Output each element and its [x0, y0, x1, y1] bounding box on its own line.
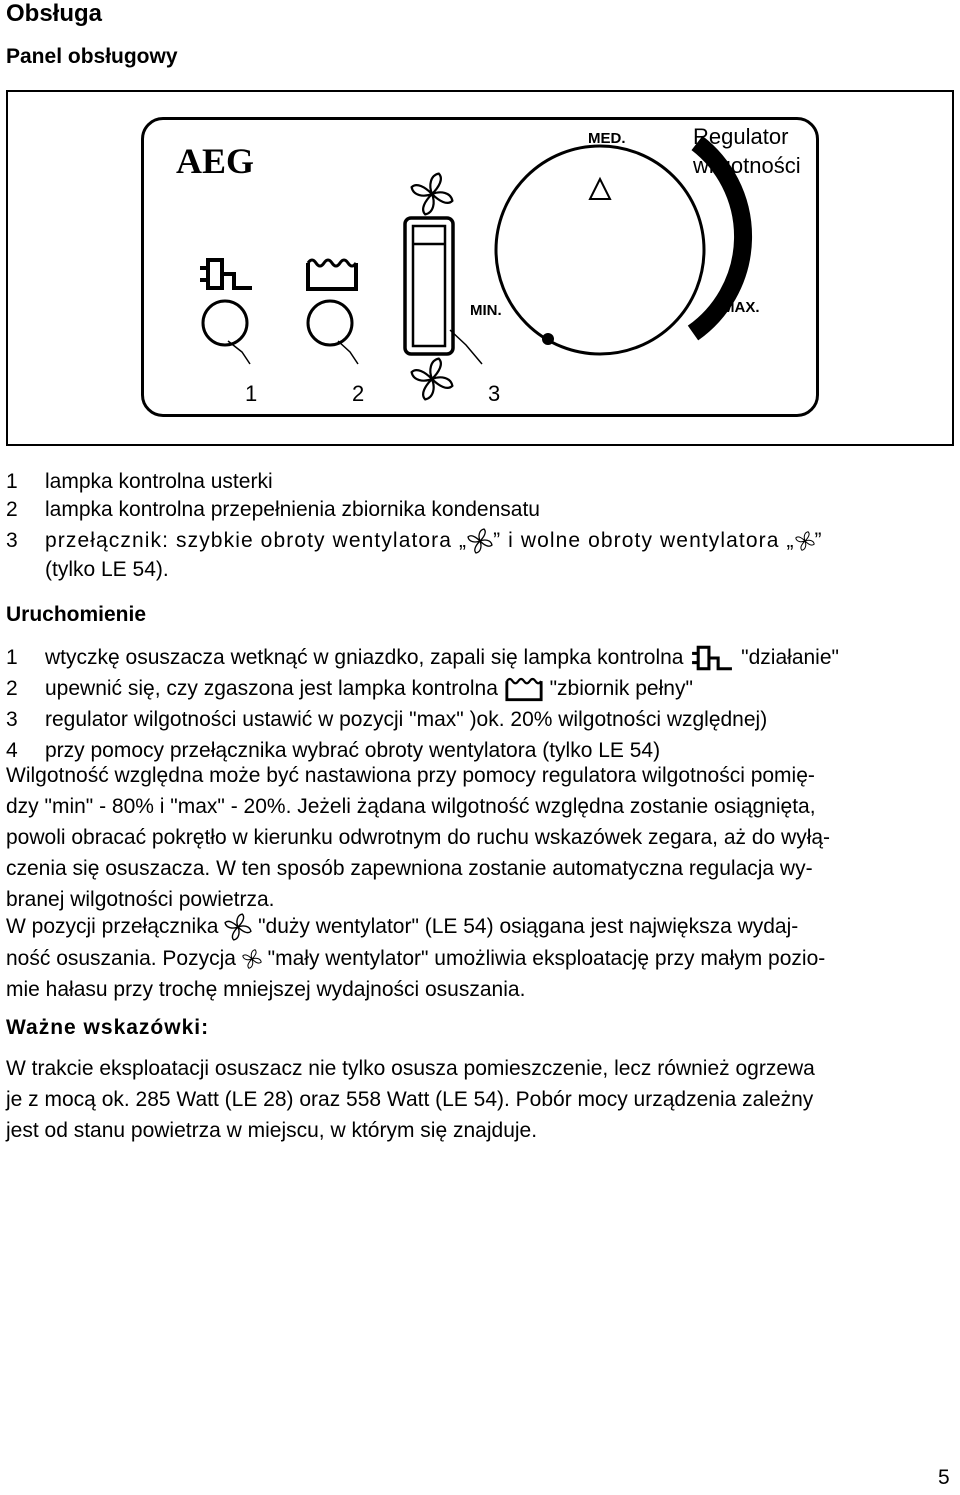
- med-label: MED.: [588, 130, 626, 147]
- fan-small-icon: [412, 359, 453, 400]
- paragraph-humidity: Wilgotność względna może być nastawiona przy pomocy regulatora wilgotności pomię- dzy "min" - 80% i "max" - 20%. Jeżeli żądana wilgotność względna zostanie osiągnięta, powoli obracać pokrętło w kierunku odwrotnym do ruchu wskazówek zegara, aż do wyłą- czenia się osuszacza. W ten sposób zapewniona zostanie automatyczna regulacja wy- branej wilgotności powietrza.: [6, 764, 831, 911]
- fan-large-icon: [412, 174, 453, 215]
- callout-3: 3: [488, 381, 501, 406]
- triangle-icon: [590, 179, 610, 199]
- brand-logo: AEG: [176, 141, 255, 181]
- tank-icon: [308, 260, 356, 289]
- page-title: Obsługa: [6, 0, 103, 27]
- fan-large-icon: [224, 913, 252, 941]
- min-label: MIN.: [470, 302, 502, 319]
- section-title-notes: Ważne wskazówki:: [6, 1016, 210, 1039]
- indicator-lamp-1: [203, 301, 247, 345]
- panel-diagram: [0, 0, 960, 460]
- fan-small-icon: [795, 531, 815, 551]
- steps-list: 1 wtyczkę osuszacza wetknąć w gniazdko, zapali się lampka kontrolna "działanie" 2 upewnić się, czy zgaszona jest lampka kontrolna "zbiornik pełny" 3 regulator wilgotności ustawić w pozycji "max" )ok. 20% wilgotności względnej) 4 przy pomocy przełącznika wybrać obroty wentylatora (tylko LE 54): [6, 646, 839, 762]
- tank-icon: [504, 675, 544, 703]
- regulator-label-2: wilgotności: [693, 153, 801, 178]
- section-title-panel: Panel obsługowy: [6, 45, 178, 68]
- regulator-label-1: Regulator: [693, 124, 789, 149]
- indicator-lamp-2: [308, 301, 352, 345]
- callout-2: 2: [352, 381, 365, 406]
- section-title-start: Uruchomienie: [6, 603, 147, 626]
- min-dot: [542, 333, 554, 345]
- page-number: 5: [938, 1466, 950, 1489]
- callout-1: 1: [245, 381, 258, 406]
- paragraph-notes: W trakcie eksploatacji osuszacz nie tylko osusza pomieszczenie, lecz również ogrzewa je z mocą ok. 285 Watt (LE 28) oraz 558 Watt (LE 54). Pobór mocy urządzenia zależny jest od stanu powietrza w miejscu, w którym się znajduje.: [6, 1057, 815, 1142]
- fan-large-icon: [467, 528, 493, 554]
- max-label: MAX.: [722, 299, 760, 316]
- fan-small-icon: [242, 949, 262, 969]
- plug-icon: [689, 644, 735, 672]
- legend-list: 1 lampka kontrolna usterki 2 lampka kontrolna przepełnienia zbiornika kondensatu 3 przełącznik: szybkie obroty wentylatora „ ” i wolne obroty wentylatora „ ” (tylko LE 54).: [6, 470, 822, 581]
- paragraph-fan: W pozycji przełącznika "duży wentylator" (LE 54) osiągana jest największa wydaj- ność osuszania. Pozycja "mały wentylator" umożliwia eksploatację przy małym pozio- mie hałasu przy trochę mniejszej wydajności osuszania.: [6, 915, 826, 1001]
- plug-icon: [200, 260, 252, 288]
